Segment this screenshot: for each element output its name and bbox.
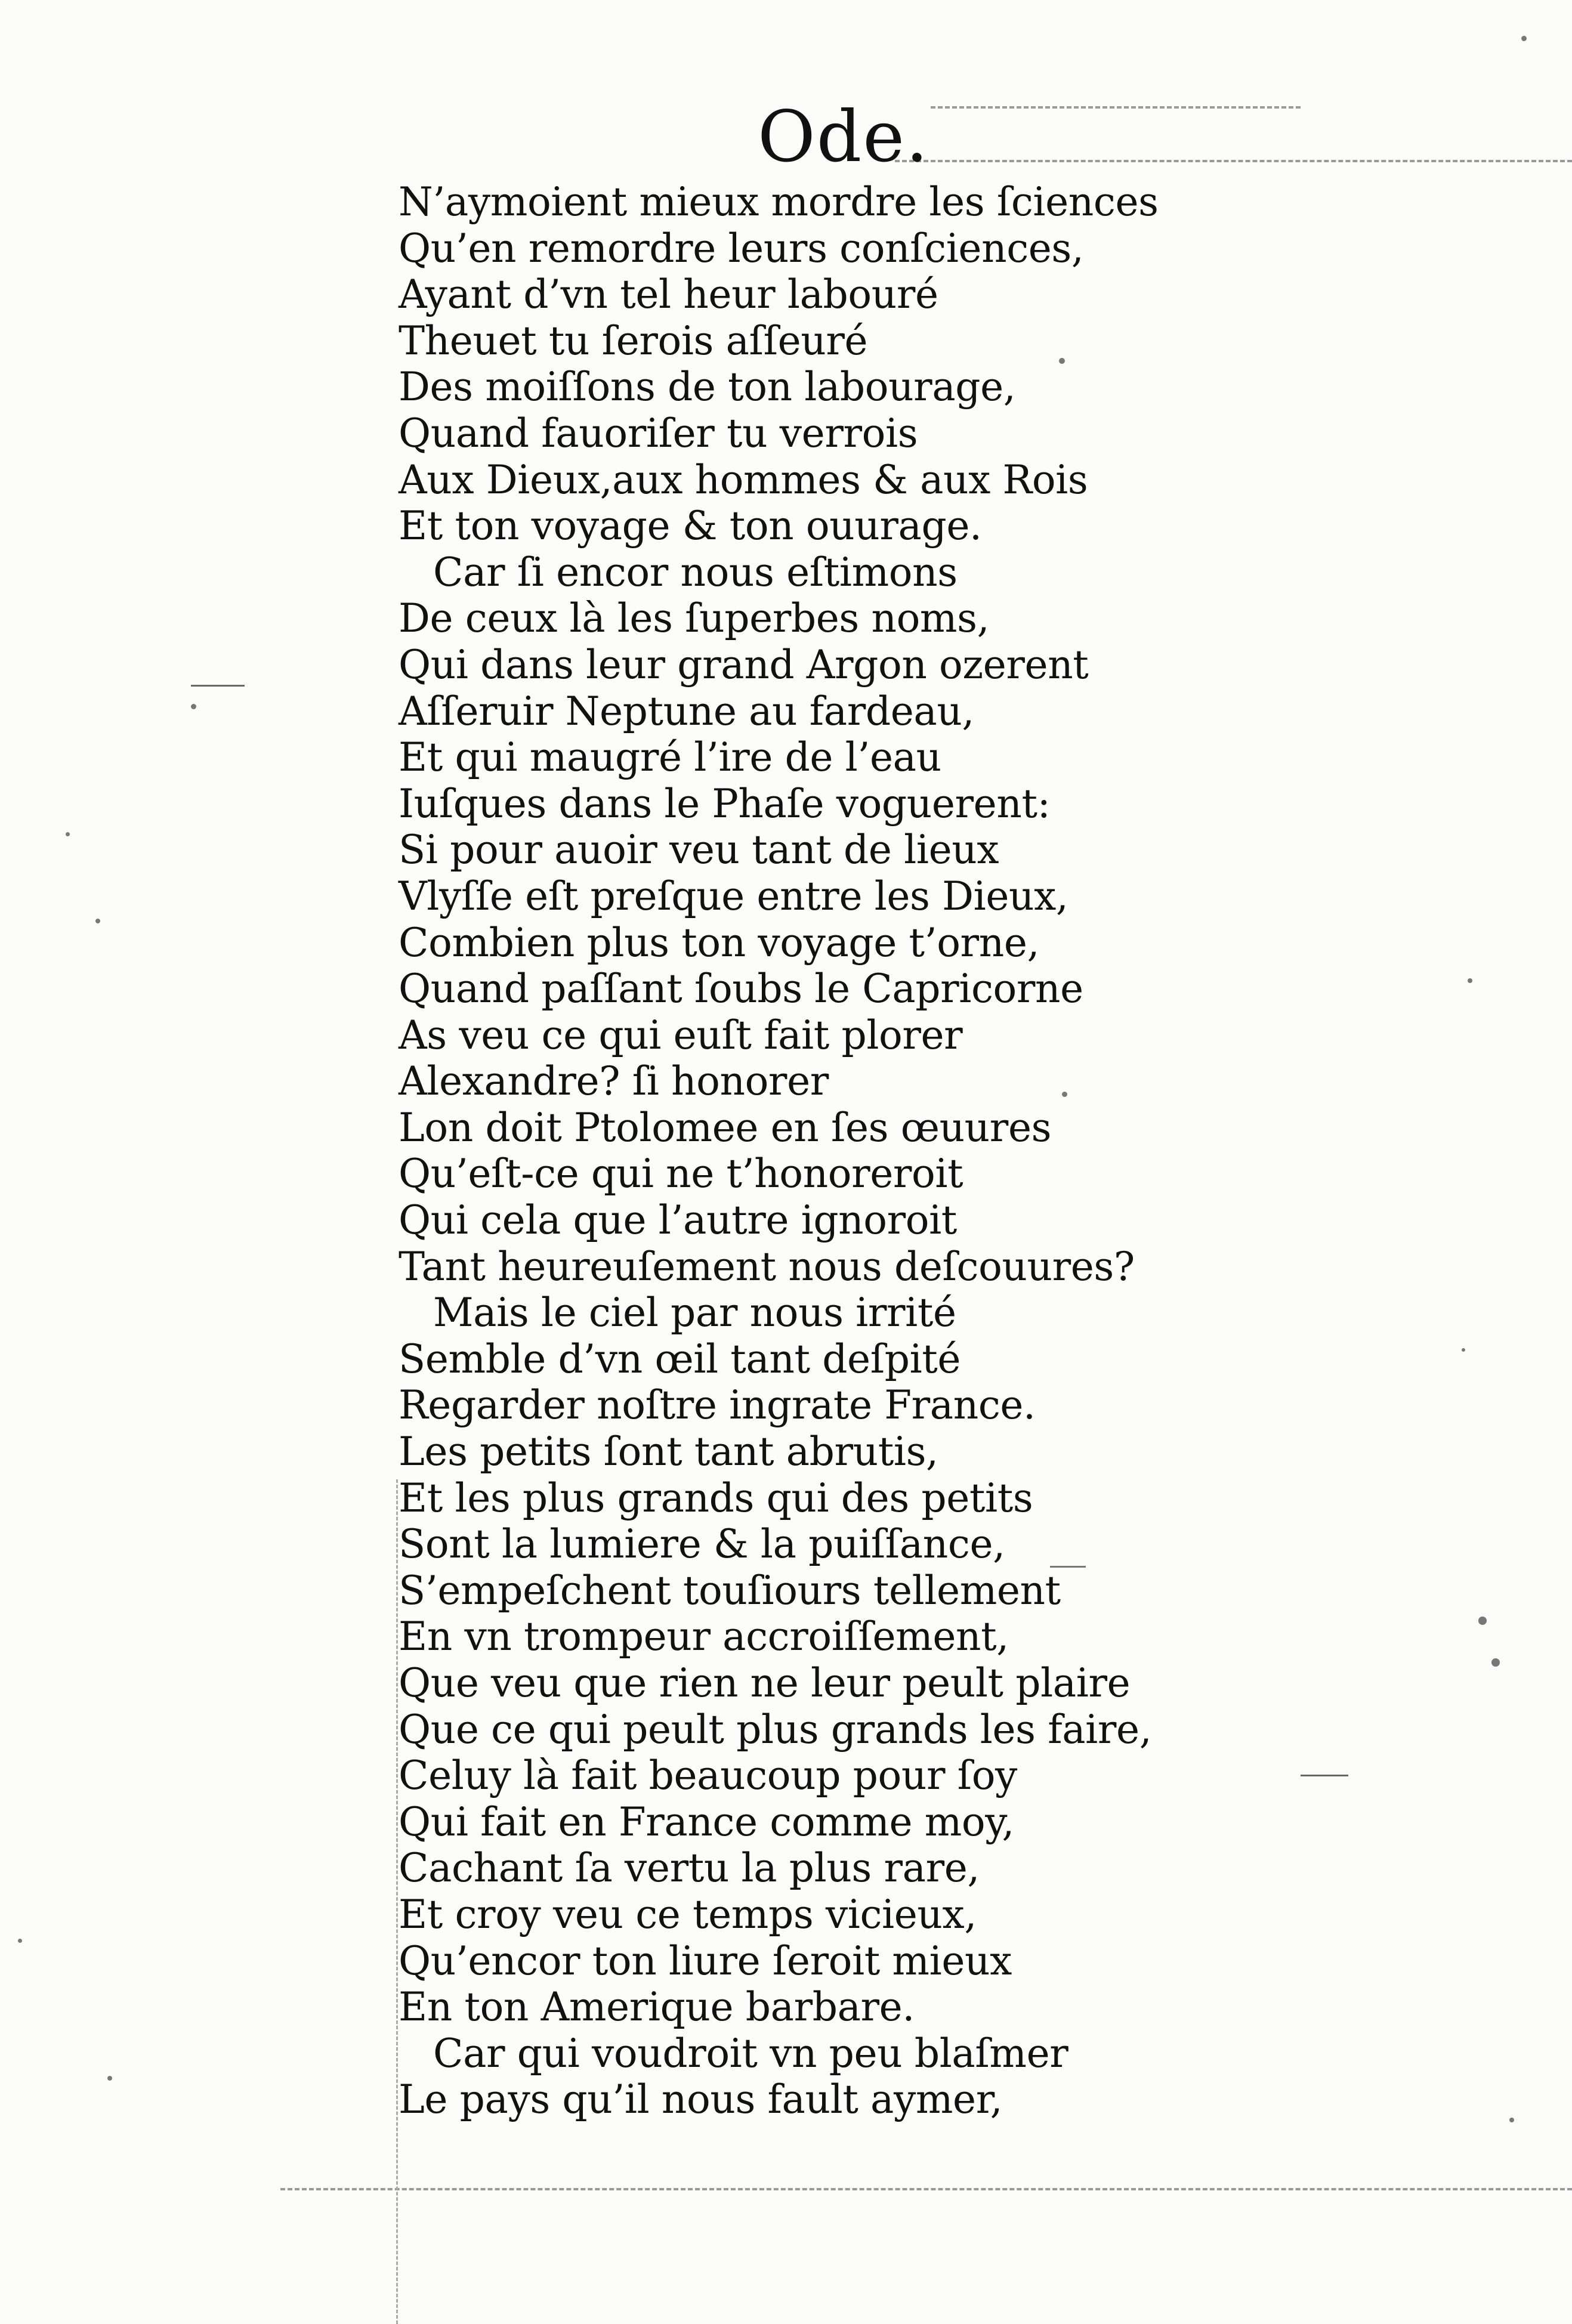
poem-line: N’aymoient mieux mordre les ſciences (399, 179, 1159, 225)
poem-line: Les petits ſont tant abrutis, (399, 1429, 938, 1475)
poem-line: Cachant ſa vertu la plus rare, (399, 1845, 980, 1892)
poem-line: Qui dans leur grand Argon ozerent (399, 641, 1089, 688)
poem-line: Qu’encor ton liure ſeroit mieux (399, 1937, 1012, 1984)
poem-line: Alexandre? ſi honorer (399, 1058, 829, 1105)
poem-line: Quand paſſant ſoubs le Capricorne (399, 966, 1083, 1012)
scan-speck (1521, 36, 1527, 41)
poem-line: Car ſi encor nous eſtimons (433, 549, 958, 595)
poem-line: Aſſeruir Neptune au fardeau, (399, 688, 975, 734)
scan-border-top (931, 106, 1301, 109)
poem-line: Vlyſſe eſt preſque entre les Dieux, (399, 873, 1068, 919)
poem-line: Qu’eſt-ce qui ne t’honoreroit (399, 1151, 963, 1197)
scan-border-top-right (895, 160, 1572, 162)
poem-line: Qui fait en France comme moy, (399, 1798, 1014, 1845)
poem-line: Ayant d’vn tel heur labouré (399, 271, 938, 318)
poem-line: Combien plus ton voyage t’orne, (399, 919, 1040, 966)
scan-border-left (396, 1479, 398, 2324)
poem-line: Qu’en remordre leurs conſciences, (399, 225, 1084, 271)
poem-line: Le pays qu’il nous fault aymer, (399, 2076, 1003, 2123)
scan-dash-left (191, 685, 245, 687)
scan-speck (1491, 1658, 1500, 1667)
scan-speck (95, 919, 100, 923)
poem-line: Sont la lumiere & la puiſſance, (399, 1521, 1005, 1568)
poem-line: Si pour auoir veu tant de lieux (399, 827, 999, 873)
poem-line: Celuy là fait beaucoup pour ſoy (399, 1753, 1017, 1799)
poem-line: Tant heureuſement nous deſcouures? (399, 1243, 1135, 1290)
poem-line: Des moiſſons de ton labourage, (399, 364, 1016, 410)
poem-line: Semble d’vn œil tant deſpité (399, 1336, 961, 1382)
poem-line: Que veu que rien ne leur peult plaire (399, 1660, 1131, 1706)
scan-border-bottom (280, 2188, 1572, 2190)
scan-speck (1509, 2118, 1514, 2122)
poem-line: En ton Amerique barbare. (399, 1984, 915, 2031)
poem-line: Aux Dieux,aux hommes & aux Rois (399, 456, 1088, 503)
poem-text (399, 179, 1159, 2123)
poem-line: Quand fauoriſer tu verrois (399, 410, 918, 456)
scan-speck (18, 1939, 22, 1943)
scan-speck (1478, 1617, 1487, 1625)
poem-line: En vn trompeur accroiſſement, (399, 1614, 1009, 1660)
scan-dash-right (1301, 1775, 1348, 1776)
poem-line: Qui cela que l’autre ignoroit (399, 1197, 957, 1244)
poem-line: Et ton voyage & ton ouurage. (399, 503, 982, 549)
poem-line: Regarder noſtre ingrate France. (399, 1382, 1036, 1429)
poem-line: De ceux là les ſuperbes noms, (399, 595, 990, 642)
poem-line: Iuſques dans le Phaſe voguerent: (399, 780, 1051, 827)
scan-speck (1462, 1348, 1465, 1352)
poem-line: As veu ce qui euſt fait plorer (399, 1012, 963, 1058)
poem-line: Lon doit Ptolomee en ſes œuures (399, 1104, 1052, 1151)
scan-speck (66, 832, 70, 836)
poem-line: Et croy veu ce temps vicieux, (399, 1891, 977, 1937)
poem-line: Theuet tu ſerois aſſeuré (399, 317, 868, 364)
poem-line: Mais le ciel par nous irrité (433, 1290, 956, 1336)
poem-line: Et qui maugré l’ire de l’eau (399, 734, 941, 781)
scan-speck (191, 704, 196, 709)
page-title: Ode. (758, 95, 929, 178)
scan-speck (1468, 978, 1472, 983)
poem-line: Et les plus grands qui des petits (399, 1475, 1033, 1521)
scan-speck (107, 2076, 112, 2081)
poem-line: Car qui voudroit vn peu blaſmer (433, 2030, 1068, 2076)
poem-line: Que ce qui peult plus grands les faire, (399, 1706, 1152, 1753)
poem-line: S’empeſchent touſiours tellement (399, 1567, 1061, 1614)
